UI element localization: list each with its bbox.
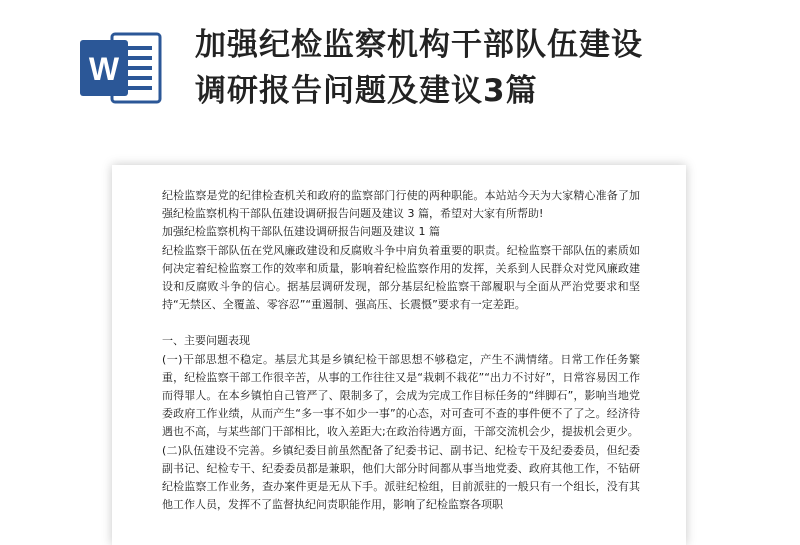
document-title	[195, 22, 785, 114]
section-heading: 一、主要问题表现	[162, 334, 250, 348]
body-paragraph-1: 纪检监察干部队伍在党风廉政建设和反腐败斗争中肩负着重要的职责。纪检监察干部队伍的素质如何决定着纪检监察工作的效率和质量，影响着纪检监察作用的发挥，关系到人民群众对党风廉政建设和反腐败斗争的信心。据基层调研发现，部分基层纪检监察干部履职与全面从严治党要求和坚持“无禁区、全覆盖、零容忍”“重遏制、强高压、长震慑”要求有一定差距。	[162, 243, 640, 312]
body-paragraph-2: (一)干部思想不稳定。基层尤其是乡镇纪检干部思想不够稳定，产生不满情绪。日常工作任务繁重，纪检监察干部工作很辛苦，从事的工作往往又是“栽刺不栽花”“出力不讨好”，日常容易因工作而得罪人。在本乡镇怕自己管严了、限制多了，会成为完成工作目标任务的“绊脚石”，影响当地党委政府工作业绩，从而产生“多一事不如少一事”的心态，对可查可不查的事件便不了了之。经济待遇也不高，与某些部门干部相比，收入差距大;在政治待遇方面，干部交流机会少，提拔机会更少。	[162, 352, 640, 439]
document-page	[112, 165, 686, 545]
paragraph-gap	[162, 314, 640, 332]
word-icon-letter: W	[88, 51, 120, 87]
intro-paragraph: 纪检监察是党的纪律检查机关和政府的监察部门行使的两种职能。本站站今天为大家精心准备了加强纪检监察机构干部队伍建设调研报告问题及建议 3 篇，希望对大家有所帮助!	[162, 189, 640, 221]
word-document-icon	[78, 28, 166, 108]
body-paragraph-3: (二)队伍建设不完善。乡镇纪委目前虽然配备了纪委书记、副书记、纪检专干及纪委委员，但纪委副书记、纪检专干、纪委委员都是兼职，他们大部分时间都从事当地党委、政府其他工作，不钻研纪检监察工作业务，查办案件更是无从下手。派驻纪检组，目前派驻的一般只有一个组长，没有其他工作人员，发挥不了监督执纪问责职能作用，影响了纪检监察各项职	[162, 443, 640, 512]
title-line-2: 调研报告问题及建议3篇	[195, 73, 538, 109]
title-line-1: 加强纪检监察机构干部队伍建设	[195, 27, 643, 63]
article-heading: 加强纪检监察机构干部队伍建设调研报告问题及建议 1 篇	[162, 225, 440, 239]
document-body	[162, 187, 640, 514]
